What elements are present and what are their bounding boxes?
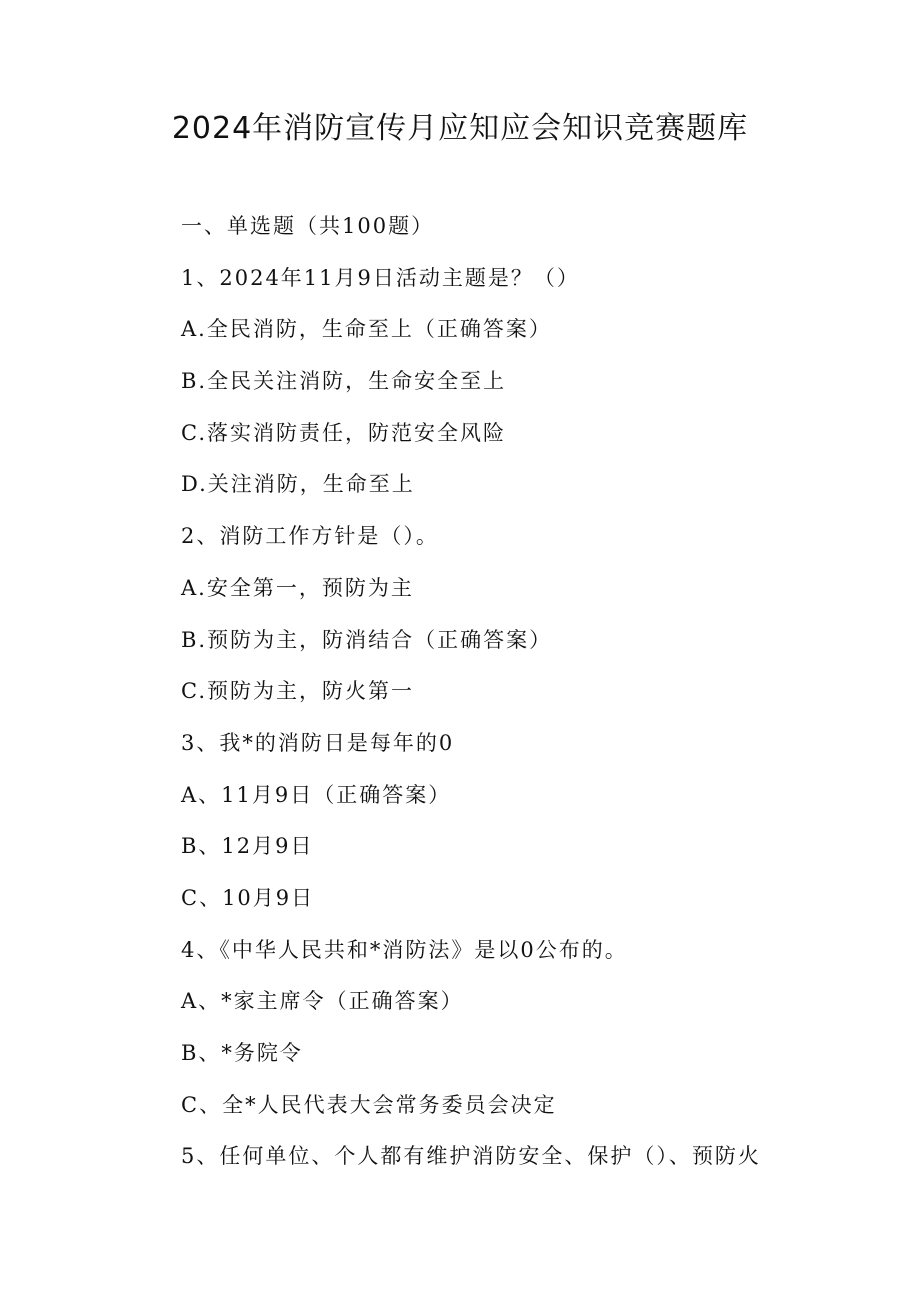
document-title: 2024年消防宣传月应知应会知识竞赛题库 <box>171 111 749 146</box>
question-line: 3、我*的消防日是每年的0 <box>181 730 455 755</box>
option-line: D.关注消防，生命至上 <box>181 472 415 497</box>
question-line: 2、消防工作方针是（）。 <box>181 524 439 549</box>
section-heading: 一、单选题（共100题） <box>181 214 435 238</box>
option-line: C、全*人民代表大会常务委员会决定 <box>181 1092 557 1117</box>
option-line: A.安全第一，预防为主 <box>181 575 414 600</box>
option-line: B.全民关注消防，生命安全至上 <box>181 369 507 394</box>
option-line: A.全民消防，生命至上（正确答案） <box>181 317 552 342</box>
option-line: B、12月9日 <box>181 834 314 859</box>
question-line: 1、2024年11月9日活动主题是？（） <box>181 265 580 290</box>
option-line: C.落实消防责任，防范安全风险 <box>181 420 506 445</box>
question-line: 5、任何单位、个人都有维护消防安全、保护（）、预防火 <box>181 1144 761 1169</box>
option-line: B.预防为主，防消结合（正确答案） <box>181 627 553 652</box>
option-line: C、10月9日 <box>181 885 315 910</box>
option-line: B、*务院令 <box>181 1041 303 1065</box>
question-list <box>181 206 801 1188</box>
option-line: A、11月9日（正确答案） <box>181 782 452 807</box>
option-line: C.预防为主，防火第一 <box>181 679 414 704</box>
option-line: A、*家主席令（正确答案） <box>181 989 464 1014</box>
question-line: 4、《中华人民共和*消防法》是以0公布的。 <box>181 937 628 962</box>
